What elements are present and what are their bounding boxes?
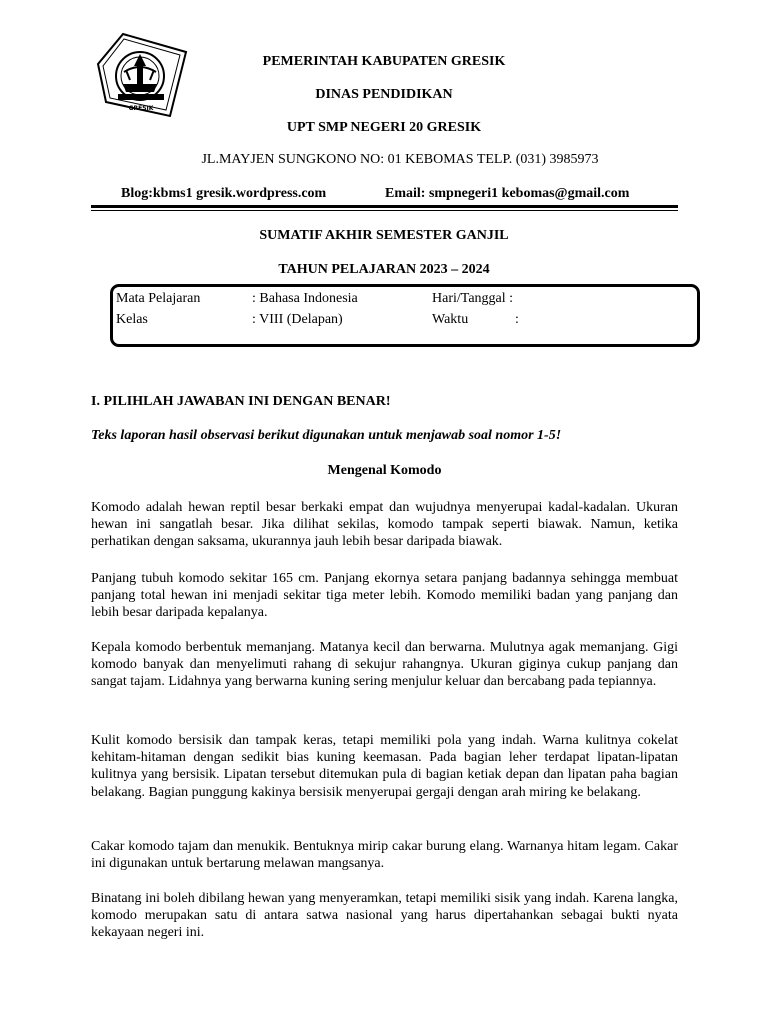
header-government: PEMERINTAH KABUPATEN GRESIK	[262, 54, 506, 69]
reading-instruction: Teks laporan hasil observasi berikut digunakan untuk menjawab soal nomor 1-5!	[91, 428, 562, 443]
header-divider-thin	[91, 210, 678, 211]
section-heading: I. PILIHLAH JAWABAN INI DENGAN BENAR!	[91, 394, 391, 409]
gresik-emblem-icon	[96, 32, 188, 120]
exam-info-box	[110, 284, 700, 347]
header-blog: Blog:kbms1 gresik.wordpress.com	[121, 186, 327, 201]
subject-label: Mata Pelajaran	[116, 291, 201, 306]
header-school: UPT SMP NEGERI 20 GRESIK	[286, 120, 482, 135]
time-label: Waktu	[432, 312, 469, 327]
subject-value: : Bahasa Indonesia	[252, 291, 358, 306]
paragraph: Binatang ini boleh dibilang hewan yang menyeramkan, tetapi memiliki sisik yang indah. Karena langka, komodo merupakan satu di antara satwa nasional yang harus dipertahankan sebagai bukti nyata kekayaan negeri ini.	[91, 891, 678, 941]
time-colon: :	[515, 312, 519, 327]
header-divider-thick	[91, 205, 678, 208]
class-label: Kelas	[116, 312, 148, 327]
exam-year: TAHUN PELAJARAN 2023 – 2024	[278, 262, 490, 277]
paragraph: Cakar komodo tajam dan menukik. Bentuknya mirip cakar burung elang. Warnanya hitam legam. Cakar ini digunakan untuk bertarung melawan mangsanya.	[91, 839, 678, 872]
exam-title: SUMATIF AKHIR SEMESTER GANJIL	[259, 228, 509, 243]
paragraph: Komodo adalah hewan reptil besar berkaki empat dan wujudnya menyerupai kadal-kadalan. Ukuran hewan ini sangatlah besar. Jika dilihat sekilas, komodo tampak seperti biawak. Namun, ketika perhatikan dengan saksama, ukurannya jauh lebih besar daripada biawak.	[91, 500, 678, 550]
day-date-label: Hari/Tanggal :	[432, 291, 514, 306]
header-department: DINAS PENDIDIKAN	[315, 87, 453, 102]
paragraph: Kulit komodo bersisik dan tampak keras, tetapi memiliki pola yang indah. Warna kulitnya cokelat kehitam-hitaman dengan sedikit bias kuning keemasan. Pada bagian leher terdapat lipatan-lipatan kulitnya yang bersisik. Lipatan tersebut ditemukan pula di bagian ketiak depan dan lipatan paha bagian belakang. Bagian punggung kakinya bersisik menyerupai gergaji dengan arah miring ke belakang.	[91, 733, 678, 800]
reading-title: Mengenal Komodo	[327, 463, 442, 478]
logo-caption: GRESIK	[128, 105, 154, 112]
paragraph: Kepala komodo berbentuk memanjang. Matanya kecil dan berwarna. Mulutnya agak memanjang. Gigi komodo banyak dan menyelimuti rahang di sekujur rahangnya. Ukuran giginya cukup panjang dan sangat tajam. Lidahnya yang berwarna kuning sering menjulur keluar dan bercabang pada tepiannya.	[91, 640, 678, 690]
header-email: Email: smpnegeri1 kebomas@gmail.com	[385, 186, 630, 201]
class-value: : VIII (Delapan)	[252, 312, 343, 327]
paragraph: Panjang tubuh komodo sekitar 165 cm. Panjang ekornya setara panjang badannya sehingga membuat panjang total hewan ini menjadi sekitar tiga meter lebih. Komodo memiliki badan yang panjang dan lebih besar daripada kepalanya.	[91, 571, 678, 621]
header-address: JL.MAYJEN SUNGKONO NO: 01 KEBOMAS TELP. (031) 3985973	[201, 152, 599, 167]
